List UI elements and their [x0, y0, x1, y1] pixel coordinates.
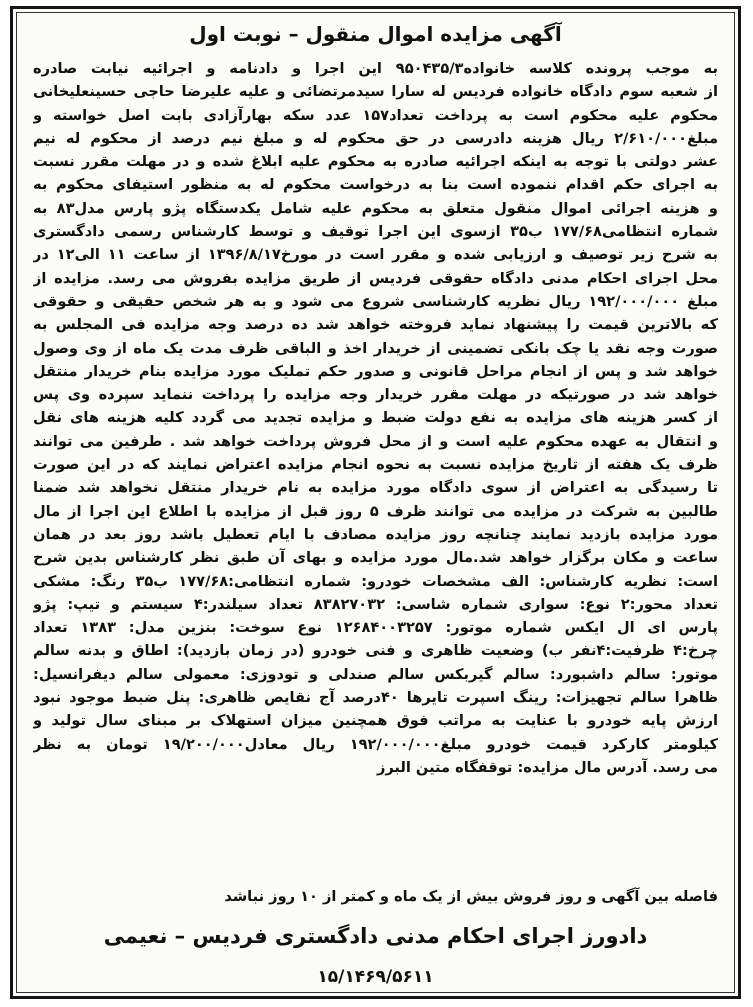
body-line: ساعت و مکان برگزار خواهد شد.مال مورد مزایده و بهای آن طبق نظر کارشناس بدین شرح: [33, 549, 718, 567]
body-line: به موجب پرونده کلاسه خانواده۹۵۰۴۳۵/۳ این اجرا و دادنامه و اجرائیه نیابت صادره: [33, 60, 718, 77]
body-line: و انتقال به عهده محکوم علیه است و از محل فروش پرداخت خواهد شد . طرفین می توانند: [33, 432, 718, 450]
body-line: از شعبه سوم دادگاه خانواده فردیس له سارا سیدمرتضائی و علیه علیرضا حاجی حسینعلیخانی: [33, 83, 718, 101]
body-line: مورد مزایده بازدید نمایند چنانچه روز مزایده مصادف با ایام تعطیل باشد روز بعد در همان: [33, 525, 718, 543]
body-line: خواهد شد و پس از انجام مراحل قانونی و صدور حکم تملیک مورد مزایده بنام خریدار منتقل: [33, 362, 718, 380]
body-line: تا رسیدگی به اعتراض از سوی دادگاه مورد مزایده به نام خریدار منتقل نخواهد شد ضمنا: [33, 479, 718, 497]
body-line: و هزینه اجرائی اموال منقول متعلق به محکوم علیه شامل یکدستگاه پژو پارس مدل۸۳ به: [33, 199, 718, 217]
body-line: ظرف یک هفته از تاریخ مزایده نسبت به نحوه انجام مزایده اعتراض نمایند که در این صورت: [33, 456, 718, 474]
body-line: ارزش پایه خودرو با عنایت به مراتب فوق همچنین میزان استهلاک بر مبنای سال تولید و: [33, 712, 718, 730]
body-line: مبلغ۲/۶۱۰/۰۰۰ ریال هزینه دادرسی در حق محکوم له و مبلغ نیم درصد از محکوم له نیم: [33, 129, 718, 147]
body-line: ظاهرا سالم تجهیزات: رینگ اسپرت تایرها ۴۰درصد آج نقایص ظاهری: پنل ضبط موجود نبود: [33, 689, 718, 707]
notice-body: [33, 57, 718, 779]
body-line: پارس ای ال ایکس شماره موتور: ۱۲۶۸۴۰۰۳۲۵۷ نوع سوخت: بنزین مدل: ۱۳۸۳ تعداد: [33, 619, 718, 637]
body-line: تعداد محور:۲ نوع: سواری شماره شاسی: ۸۳۸۲۷۰۳۲ تعداد سیلندر:۴ سیستم و تیپ: پژو: [33, 595, 718, 613]
reference-number: ۱۵/۱۴۶۹/۵۶۱۱: [317, 967, 434, 987]
body-line: مبلغ ۱۹۲/۰۰۰/۰۰۰ ریال نظریه کارشناسی شروع می شود و به هر شخص حقیقی و حقوقی: [33, 292, 718, 310]
signature: دادورز اجرای احکام مدنی دادگستری فردیس – نعیمی: [103, 924, 648, 948]
body-line: محل اجرای احکام مدنی دادگاه حقوقی فردیس از طریق مزایده بفروش می رسد. مزایده از: [33, 269, 718, 287]
body-line: که بالاترین قیمت را پیشنهاد نماید فروخته خواهد شد ده درصد وجه مزایده فی المجلس به: [33, 316, 718, 334]
body-line: عشر دولتی با توجه به اینکه اجرائیه صادره به محکوم علیه ابلاغ شده و در مهلت مقرر نسبت: [33, 153, 718, 171]
interval-note: فاصله بین آگهی و روز فروش بیش از یک ماه و کمتر از ۱۰ روز نباشد: [224, 888, 718, 905]
body-line: خواهد شد در صورتیکه در مهلت مقرر خریدار وجه مزایده را پرداخت ننماید سپرده وی پس: [33, 386, 718, 404]
notice-title: آگهی مزایده اموال منقول – نوبت اول: [189, 22, 562, 46]
body-line: به شرح زیر توصیف و ارزیابی شده و مقرر است در مورخ۱۳۹۶/۸/۱۷ از ساعت ۱۱ الی۱۲ در: [33, 246, 718, 264]
body-line: کیلومتر کارکرد قیمت خودرو مبلغ۱۹۲/۰۰۰/۰۰۰ ریال معادل۱۹/۲۰۰/۰۰۰ تومان به نظر: [33, 735, 718, 753]
body-line: محکوم علیه محکوم است به پرداخت تعداد۱۵۷ عدد سکه بهارآزادی بابت اصل خواسته و: [33, 106, 718, 124]
body-line: به اجرای حکم اقدام ننموده است بنا به درخواست محکوم له به منظور استیفای محکوم به: [33, 176, 718, 194]
body-line: می رسد. آدرس مال مزایده: توقفگاه متین البرز: [376, 758, 718, 776]
notice-frame: [10, 6, 741, 999]
body-line: موتور: سالم داشبورد: سالم گیربکس سالم صندلی و تودوزی: معمولی سالم دیفرانسیل:: [33, 665, 718, 683]
body-line: از کسر هزینه های مزایده به نفع دولت ضبط و مزایده تجدید می گردد کلیه هزینه های نقل: [33, 409, 718, 427]
body-line: شماره انتظامی۱۷۷/۶۸ ب۳۵ ازسوی این اجرا توقیف و توسط کارشناس رسمی دادگستری: [33, 223, 718, 241]
body-line: است: نظریه کارشناس: الف مشخصات خودرو: شماره انتظامی:۱۷۷/۶۸ ب۳۵ رنگ: مشکی: [33, 572, 718, 590]
body-line: طالبین به شرکت در مزایده می توانند ظرف ۵ روز قبل از مزایده با اطلاع این اجرا از مال: [33, 502, 718, 520]
body-line: صورت وجه نقد یا چک بانکی تضمینی از خریدار اخذ و الباقی ظرف مدت یک ماه از وی وصول: [33, 339, 718, 357]
body-line: چرخ:۴ ظرفیت:۴نفر ب) وضعیت ظاهری و فنی خودرو (در زمان بازدید): اطاق و بدنه سالم: [33, 642, 718, 660]
